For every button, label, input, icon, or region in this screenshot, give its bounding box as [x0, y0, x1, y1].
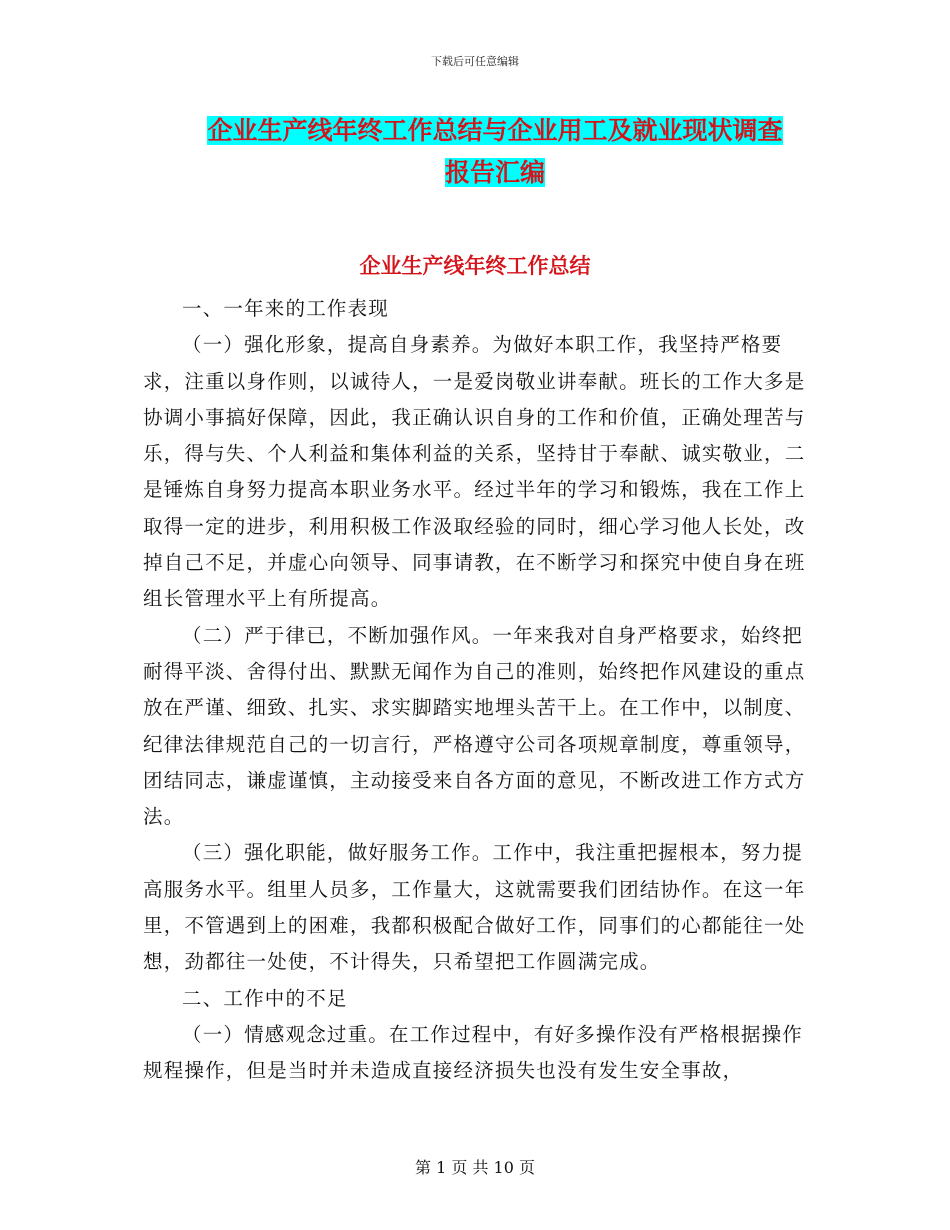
paragraph-1: （一）强化形象，提高自身素养。为做好本职工作，我坚持严格要求，注重以身作则，以诚待人，一是爱岗敬业讲奉献。班长的工作大多是协调小事搞好保障，因此，我正确认识自身的工作和价值，正确处理苦与乐，得与失、个人利益和集体利益的关系，坚持甘于奉献、诚实敬业，二是锤炼自身努力提高本职业务水平。经过半年的学习和锻炼，我在工作上取得一定的进步，利用积极工作汲取经验的同时，细心学习他人长处，改掉自己不足，并虚心向领导、同事请教，在不断学习和探究中使自身在班组长管理水平上有所提高。: [143, 333, 806, 611]
title-line-1: 企业生产线年终工作总结与企业用工及就业现状调查: [207, 116, 783, 145]
document-title: [150, 110, 840, 194]
paragraph-4: （一）情感观念过重。在工作过程中，有好多操作没有严格根据操作规程操作，但是当时并未造成直接经济损失也没有发生安全事故，: [143, 1022, 804, 1083]
body-text: [143, 291, 807, 1090]
heading-shortcomings: 二、工作中的不足: [182, 986, 348, 1010]
header-note: 下载后可任意编辑: [431, 55, 519, 68]
page-number: 第 1 页 共 10 页: [415, 1158, 535, 1177]
heading-work-performance: 一、一年来的工作表现: [182, 297, 390, 320]
paragraph-2: （二）严于律已，不断加强作风。一年来我对自身严格要求，始终把耐得平淡、舍得付出、默默无闻作为自己的准则，始终把作风建设的重点放在严谨、细致、扎实、求实脚踏实地埋头苦干上。在工作中，以制度、纪律法律规范自己的一切言行，严格遵守公司各项规章制度，尊重领导，团结同志，谦虚谨慎，主动接受来自各方面的意见，不断改进工作方式方法。: [143, 623, 806, 829]
section-title: 企业生产线年终工作总结: [359, 254, 591, 278]
title-line-2: 报告汇编: [444, 158, 545, 187]
paragraph-3: （三）强化职能，做好服务工作。工作中，我注重把握根本，努力提高服务水平。组里人员多，工作量大，这就需要我们团结协作。在这一年里，不管遇到上的困难，我都积极配合做好工作，同事们的心都能往一处想，劲都往一处使，不计得失，只希望把工作圆满完成。: [143, 841, 806, 974]
